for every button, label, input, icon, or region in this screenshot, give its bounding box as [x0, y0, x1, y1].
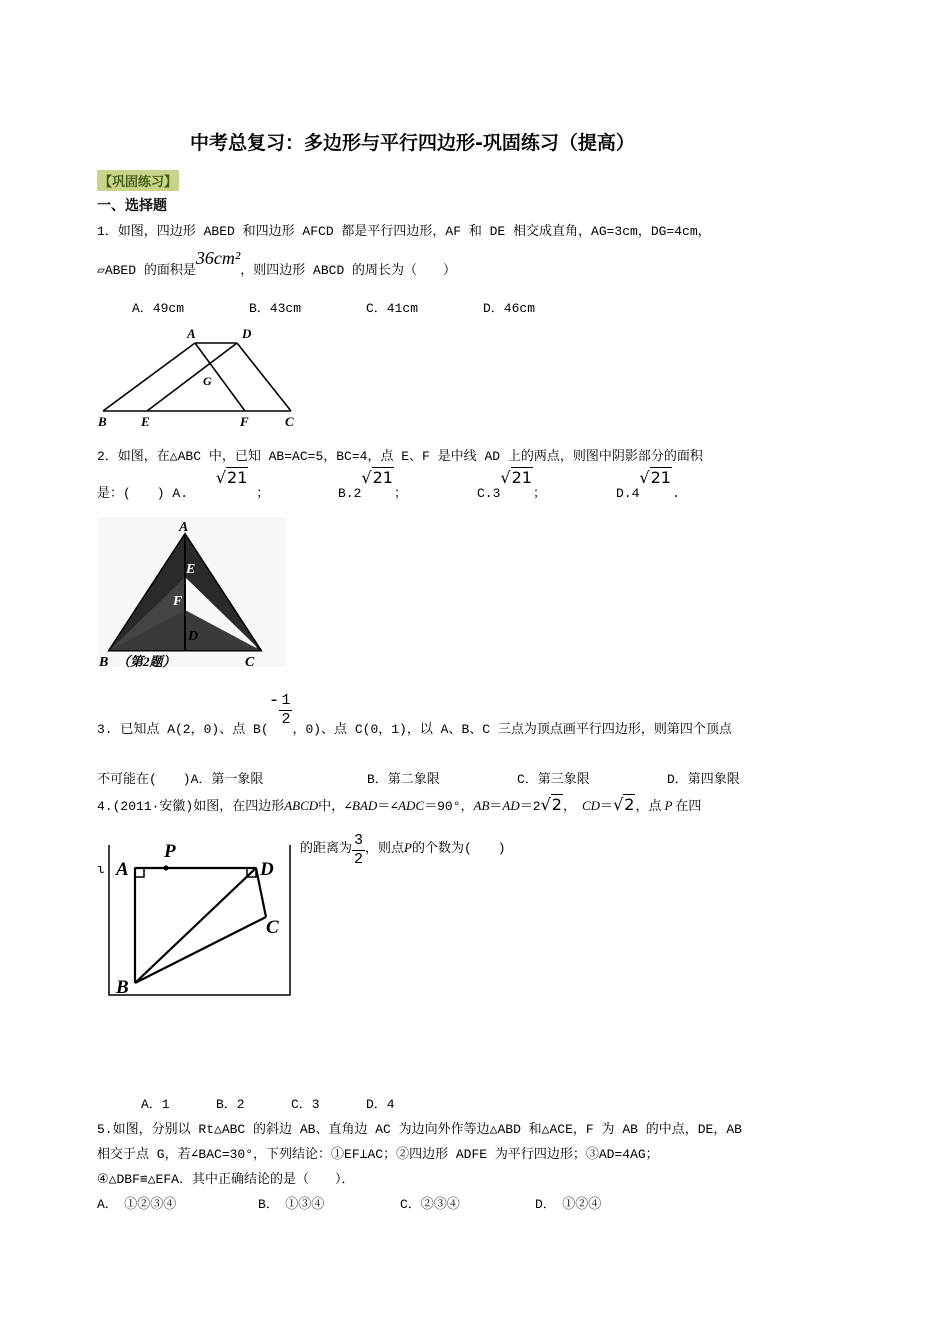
q1-line2 — [97, 248, 457, 279]
section-heading: 一、选择题 — [97, 198, 167, 214]
q2-option-b-sqrt: √21 — [361, 468, 393, 487]
q4-label-d: D — [260, 859, 274, 880]
q4-figure — [108, 835, 293, 1000]
q4-label-b: B — [116, 977, 129, 998]
q4-option-c: C．3 — [291, 1097, 320, 1112]
q1-label-f: F — [240, 414, 249, 429]
q4-option-d: D．4 — [366, 1097, 395, 1112]
q2-label-a: A — [179, 520, 189, 535]
q3-option-c: C．第三象限 — [517, 772, 590, 787]
q4-label-p: P — [164, 841, 176, 862]
q2-line1: 2．如图，在△ABC 中，已知 AB=AC=5，BC=4，点 E、F 是中线 AD 上的两点，则图中阴影部分的面积 — [97, 449, 703, 464]
q5-line3: ④△DBF≌△EFA．其中正确结论的是（ ）． — [97, 1172, 355, 1187]
section-tag: 【巩固练习】 — [97, 170, 179, 191]
q4-line2: 的距离为 $\frac{3}{2}$ ，则点P的个数为( ) — [300, 832, 506, 868]
q2-line2 — [97, 468, 270, 501]
q1-figure — [95, 325, 305, 430]
q4-label-c: C — [266, 917, 279, 938]
q2-label-b: B — [99, 655, 109, 670]
q1-option-a: A．49cm — [132, 301, 185, 316]
q2-label-f: F — [173, 594, 183, 609]
q5-option-c: C．②③④ — [400, 1197, 460, 1212]
q2-option-d: D.4√21. — [616, 468, 680, 501]
q4-option-b: B．2 — [216, 1097, 245, 1112]
q4-option-a: A．1 — [141, 1097, 170, 1112]
q1-label-b: B — [98, 414, 107, 429]
q4-sqrt-b: √2 — [613, 795, 635, 814]
q3-line2: 不可能在( )A．第一象限 — [97, 772, 264, 787]
q5-line1: 5.如图，分别以 Rt△ABC 的斜边 AB、直角边 AC 为边向外作等边△ABD 和△ACE，F 为 AB 的中点，DE，AB — [97, 1122, 742, 1137]
q2-sep-a: ； — [256, 486, 270, 501]
q1-label-e: E — [141, 414, 150, 429]
q1-option-b: B．43cm — [249, 301, 302, 316]
q5-option-a: A． ①②③④ — [97, 1197, 177, 1212]
q2-label-c: C — [245, 655, 255, 670]
q4-fraction: $\frac{3}{2}$ — [354, 832, 364, 868]
q1-area: 36cm² — [195, 248, 241, 268]
q2-option-b: B.2√21； — [338, 468, 407, 501]
q2-caption: （第2题） — [117, 654, 176, 669]
q2-option-c-sqrt: √21 — [500, 468, 532, 487]
q1-line2a: ▱ABED 的面积是 — [97, 263, 196, 278]
q2-prefix: 是：( ) A. — [97, 486, 189, 501]
q5-line2: 相交于点 G，若∠BAC=30°，下列结论：①EF⊥AC；②四边形 ADFE 为平行四边形；③AD=4AG； — [97, 1147, 659, 1162]
q1-option-d: D．46cm — [483, 301, 536, 316]
q1-label-d: D — [242, 326, 252, 341]
q1-label-a: A — [187, 326, 196, 341]
q4-line2-fragment: ι — [97, 862, 105, 877]
q1-label-c: C — [285, 414, 294, 429]
page-title: 中考总复习：多边形与平行四边形-巩固练习（提高） — [190, 132, 635, 154]
q2-label-e: E — [186, 562, 196, 577]
q2-option-d-sqrt: √21 — [639, 468, 671, 487]
q3-option-b: B．第二象限 — [367, 772, 440, 787]
q1-line1: 1．如图，四边形 ABED 和四边形 AFCD 都是平行四边形，AF 和 DE 相交成直角，AG=3cm，DG=4cm， — [97, 224, 711, 239]
q1-option-c: C．41cm — [366, 301, 419, 316]
q2-figure — [95, 515, 295, 675]
q2-label-d: D — [188, 629, 199, 644]
q4-label-a: A — [116, 859, 129, 880]
q4-sqrt-a: √2 — [540, 795, 562, 814]
q1-line2b: ，则四边形 ABCD 的周长为（ ） — [240, 263, 457, 278]
q3-fraction: $\frac{1}{2}$ — [281, 692, 291, 728]
q1-label-g: G — [203, 374, 212, 388]
q5-option-b: B． ①③④ — [258, 1197, 325, 1212]
q4-line1: 4.(2011·安徽)如图，在四边形ABCD中，∠BAD＝∠ADC＝90°，AB＝AD＝2√2， CD＝√2，点 P 在四 — [97, 795, 702, 814]
q3-option-d: D．第四象限 — [667, 772, 740, 787]
q5-option-d: D． ①②④ — [535, 1197, 602, 1212]
q3-line1: 3. 已知点 A(2，0)、点 B(- $\frac{1}{2}$ ，0)、点 C(0，1)，以 A、B、C 三点为顶点画平行四边形，则第四个顶点 — [97, 691, 732, 737]
q2-option-a-sqrt: √21 — [215, 468, 248, 487]
q2-option-c: C.3√21； — [477, 468, 546, 501]
